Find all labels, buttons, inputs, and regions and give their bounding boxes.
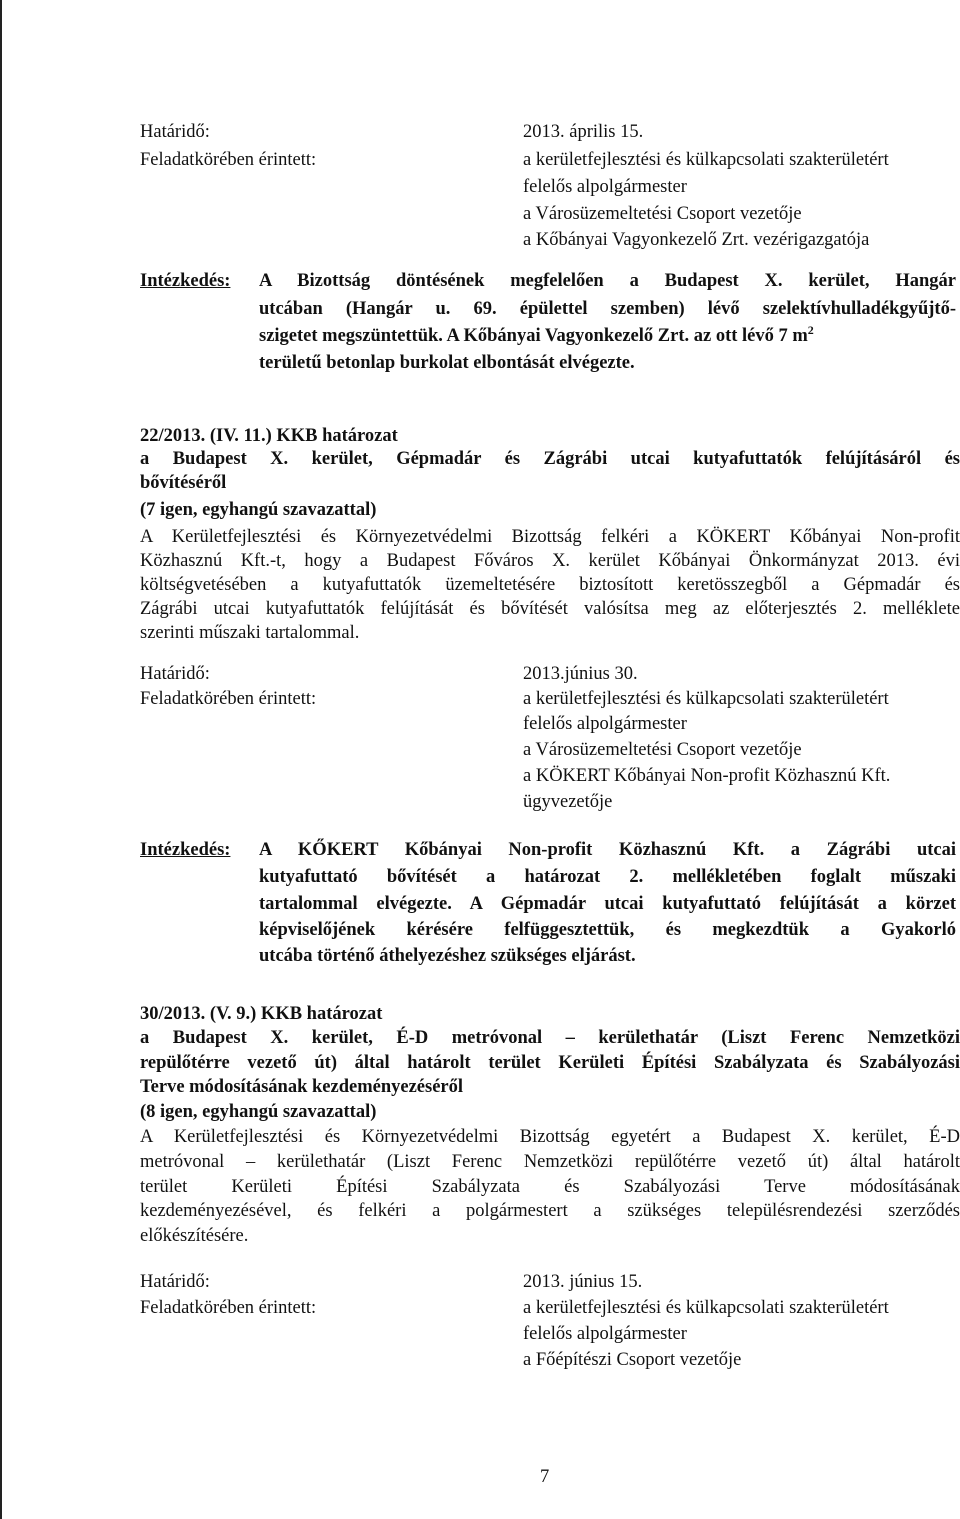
page-left-edge (0, 0, 2, 1519)
action-label-2: Intézkedés: (140, 840, 231, 860)
responsible-line: felelős alpolgármester (523, 177, 687, 197)
superscript-unit: 2 (807, 323, 814, 337)
responsible-line: a kerületfejlesztési és külkapcsolati szakterületért (523, 689, 889, 709)
resolution-body-line: előkészítésére. (140, 1226, 249, 1246)
responsible-line: a Városüzemeltetési Csoport vezetője (523, 740, 802, 760)
responsible-label-2: Feladatkörében érintett: (140, 689, 317, 709)
vote-result-22: (7 igen, egyhangú szavazattal) (140, 500, 377, 520)
action-label-1: Intézkedés: (140, 271, 231, 291)
responsible-line: a Kőbányai Vagyonkezelő Zrt. vezérigazgatója (523, 230, 870, 250)
responsible-line: a KÖKERT Kőbányai Non-profit Közhasznú Kft. (523, 766, 891, 786)
responsible-line: a kerületfejlesztési és külkapcsolati szakterületért (523, 150, 889, 170)
action-line: területű betonlap burkolat elbontását elvégezte. (259, 353, 635, 373)
action-line: tartalommal elvégezte. A Gépmadár utcai kutyafuttató felújítását a körzet (259, 894, 956, 914)
resolution-heading-30: 30/2013. (V. 9.) KKB határozat (140, 1004, 383, 1024)
responsible-label-3: Feladatkörében érintett: (140, 1298, 317, 1318)
responsible-line: felelős alpolgármester (523, 714, 687, 734)
action-line: A KŐKERT Kőbányai Non-profit Közhasznú Kft. a Zágrábi utcai (259, 840, 956, 860)
vote-result-30: (8 igen, egyhangú szavazattal) (140, 1102, 377, 1122)
page-number: 7 (540, 1467, 550, 1487)
deadline-label-2: Határidő: (140, 664, 210, 684)
responsible-line: ügyvezetője (523, 792, 613, 812)
responsible-line: a Városüzemeltetési Csoport vezetője (523, 204, 802, 224)
responsible-line: a kerületfejlesztési és külkapcsolati szakterületért (523, 1298, 889, 1318)
resolution-title-line: a Budapest X. kerület, É-D metróvonal – kerülethatár (Liszt Ferenc Nemzetközi (140, 1028, 960, 1048)
deadline-value-3: 2013. június 15. (523, 1272, 643, 1292)
resolution-body-line: metróvonal – kerülethatár (Liszt Ferenc Nemzetközi repülőtérre vezető út) által határolt (140, 1152, 960, 1172)
resolution-title-line: repülőtérre vezető út) által határolt terület Kerületi Építési Szabályzata és Szabályozási (140, 1053, 960, 1073)
resolution-body-line: A Kerületfejlesztési és Környezetvédelmi Bizottság egyetért a Budapest X. kerület, É-D (140, 1127, 960, 1147)
resolution-body-line: kezdeményezésével, és felkéri a polgármestert a szükséges településrendezési szerződés (140, 1201, 960, 1221)
responsible-line: a Főépítészi Csoport vezetője (523, 1350, 742, 1370)
responsible-line: felelős alpolgármester (523, 1324, 687, 1344)
action-line: szigetet megszüntettük. A Kőbányai Vagyonkezelő Zrt. az ott lévő 7 m (259, 326, 808, 346)
action-line: A Bizottság döntésének megfelelően a Budapest X. kerület, Hangár (259, 271, 956, 291)
resolution-title-line: a Budapest X. kerület, Gépmadár és Zágrábi utcai kutyafuttatók felújításáról és (140, 449, 960, 469)
resolution-title-line: bővítéséről (140, 473, 227, 493)
resolution-body-line: költségvetésében a kutyafuttatók üzemeltetésére biztosított keretösszegből a Gépmadár és (140, 575, 960, 595)
resolution-body-line: szerinti műszaki tartalommal. (140, 623, 360, 643)
deadline-label-1: Határidő: (140, 122, 210, 142)
deadline-value-2: 2013.június 30. (523, 664, 638, 684)
resolution-body-line: terület Kerületi Építési Szabályzata és Szabályozási Terve módosításának (140, 1177, 960, 1197)
action-line: képviselőjének kérésére felfüggesztettük, és megkezdtük a Gyakorló (259, 920, 956, 940)
resolution-body-line: A Kerületfejlesztési és Környezetvédelmi Bizottság felkéri a KÖKERT Kőbányai Non-profit (140, 527, 960, 547)
action-line: utcába történő áthelyezéshez szükséges eljárást. (259, 946, 636, 966)
resolution-title-line: Terve módosításának kezdeményezéséről (140, 1077, 464, 1097)
deadline-label-3: Határidő: (140, 1272, 210, 1292)
resolution-body-line: Közhasznú Kft.-t, hogy a Budapest Főváros X. kerület Kőbányai Önkormányzat 2013. évi (140, 551, 960, 571)
responsible-label-1: Feladatkörében érintett: (140, 150, 317, 170)
action-line: kutyafuttató bővítését a határozat 2. mellékletében foglalt műszaki (259, 867, 956, 887)
resolution-heading-22: 22/2013. (IV. 11.) KKB határozat (140, 426, 398, 446)
action-line: utcában (Hangár u. 69. épülettel szemben) lévő szelektívhulladékgyűjtő- (259, 299, 956, 319)
resolution-body-line: Zágrábi utcai kutyafuttatók felújítását és bővítését valósítsa meg az előterjesztés 2. melléklete (140, 599, 960, 619)
deadline-value-1: 2013. április 15. (523, 122, 644, 142)
action-line-with-unit (259, 325, 956, 347)
